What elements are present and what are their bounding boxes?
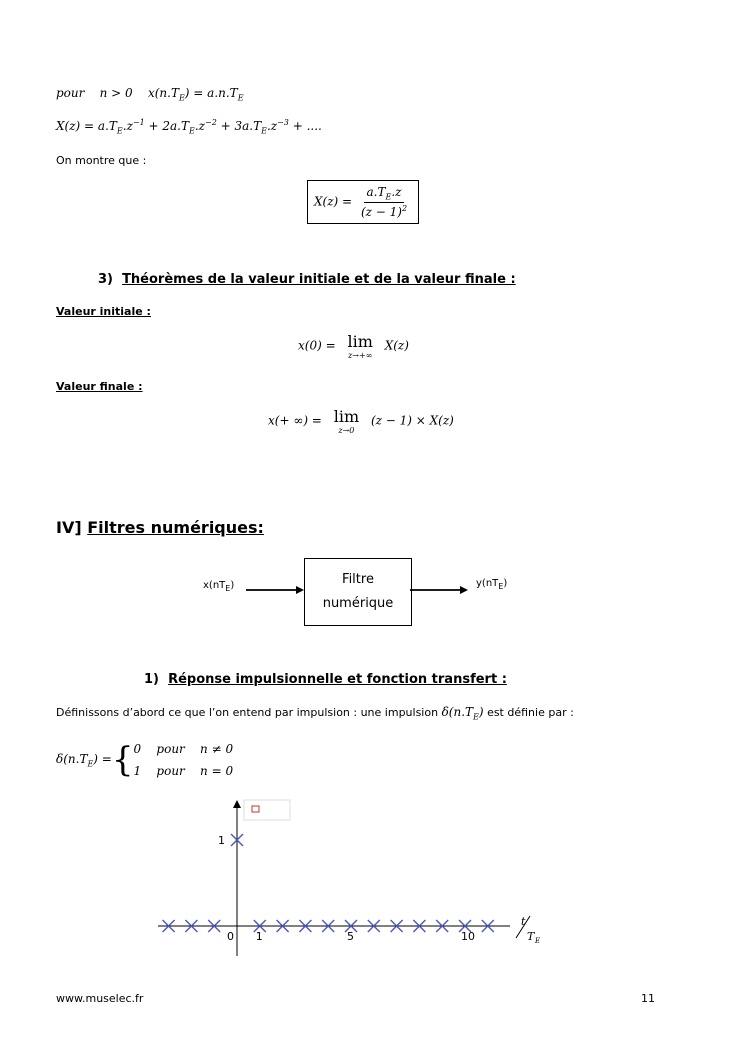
result-box: X(z) = $\frac{a.T_E.z}{(z - 1)^2}$: [307, 180, 419, 224]
footer-site: www.muselec.fr: [56, 992, 144, 1005]
formula-final-value: x(+ ∞) = lim z→0 (z − 1) × X(z): [268, 407, 454, 435]
x-tick-label-0: 0: [227, 930, 234, 943]
impulse-chart: [150, 798, 570, 958]
formula-series: $X(z) = a.T_E.z^{-1} + 2a.T_E.z^{-2} + 3a.T_E.z^{-3}$ + ....: [56, 118, 322, 136]
input-arrow: [246, 580, 306, 600]
x-axis-label-T: T: [527, 930, 535, 943]
footer-page-number: 11: [641, 992, 655, 1005]
y-tick-label-0: 1: [218, 834, 225, 847]
y-axis-arrow: [233, 800, 241, 808]
formula-x-n: pour n > 0 $x(n.T_E) = a.n.T_E$: [56, 86, 244, 103]
valeur-initiale-label: Valeur initiale :: [56, 305, 151, 318]
impulse-definition-text: Définissons d’abord ce que l’on entend par impulsion : une impulsion $\delta(n.T_E)$ est définie par :: [56, 705, 574, 722]
formula-initial-value: x(0) = lim z→+∞ X(z): [298, 332, 409, 360]
delta-definition: $\delta(n.T_E)$ = { 0 pour n ≠ 0 1 pour n = 0: [56, 740, 234, 780]
x-axis-label-t: t: [521, 915, 526, 928]
x-tick-label-3: 10: [461, 930, 475, 943]
x-axis-label-E: E: [535, 937, 541, 945]
result-fraction: $\frac{a.T_E.z}{(z - 1)^2}$: [360, 185, 408, 220]
output-signal-label: $y(nT_E)$: [476, 578, 508, 591]
input-signal-label: $x(nT_E)$: [203, 580, 235, 593]
x-tick-label-2: 5: [347, 930, 354, 943]
filter-block: Filtre numérique: [304, 558, 412, 626]
chart-placeholder-box: [244, 800, 290, 820]
output-arrow: [410, 580, 472, 600]
valeur-finale-label: Valeur finale :: [56, 380, 143, 393]
x-tick-label-1: 1: [255, 930, 263, 943]
section-4-heading: IV] Filtres numériques:: [56, 518, 264, 537]
section-3-heading: 3) Théorèmes de la valeur initiale et de la valeur finale :: [98, 272, 516, 287]
subsection-1-heading: 1) Réponse impulsionnelle et fonction transfert :: [144, 672, 507, 687]
on-montre-text: On montre que :: [56, 154, 147, 167]
